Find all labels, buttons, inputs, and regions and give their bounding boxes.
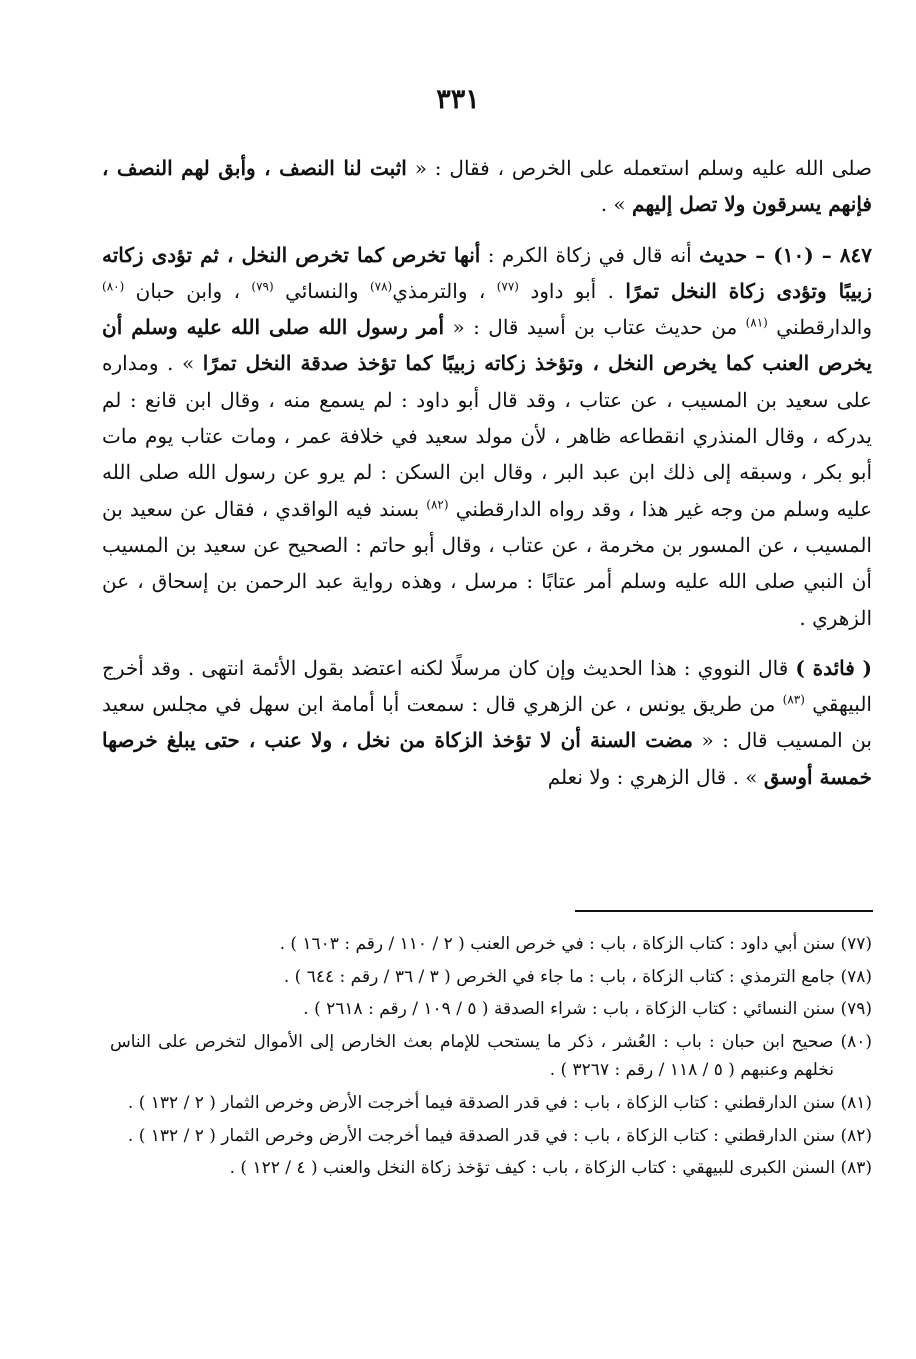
bold-text: ( فائدة ) bbox=[795, 655, 872, 680]
footnote-divider bbox=[575, 910, 873, 912]
footnote-80: (٨٠) صحيح ابن حبان : باب : العُشر ، ذكر ما يستحب للإمام بعث الخارص إلى الأموال لتخرص على الناس نخلهم وعنبهم ( ٥ / ١١٨ / رقم : ٣٢٦٧ ) . bbox=[110, 1031, 872, 1081]
benefit-paragraph bbox=[102, 650, 872, 795]
text-run: من طريق يونس ، عن الزهري قال : سمعت أبا أمامة ابن سهل في مجلس سعيد بن المسيب قال : « bbox=[102, 692, 872, 753]
footnote-reference: (٨٢) bbox=[426, 497, 449, 512]
footnote-77: (٧٧) سنن أبي داود : كتاب الزكاة ، باب : في خرص العنب ( ٢ / ١١٠ / رقم : ١٦٠٣ ) . bbox=[279, 934, 872, 954]
text-run: بسند فيه الواقدي ، فقال عن سعيد بن المسيب ، عن المسور بن مخرمة ، عن عتاب ، وقال أبو حاتم : الصحيح عن سعيد بن المسيب أن النبي صلى الله عليه وسلم أمر عتابًا : مرسل ، وهذه رواية عبد الرحمن بن إسحاق ، عن الزهري . bbox=[102, 496, 872, 630]
footnotes bbox=[110, 930, 872, 1187]
text-run: » . bbox=[600, 192, 633, 217]
main-text bbox=[102, 150, 872, 795]
text-run: » . قال الزهري : ولا نعلم bbox=[547, 764, 764, 789]
footnote-83: (٨٣) السنن الكبرى للبيهقي : كتاب الزكاة ، باب : كيف تؤخذ زكاة النخل والعنب ( ٤ / ١٢٢ ) . bbox=[229, 1158, 872, 1179]
text-run: . أبو داود bbox=[518, 278, 626, 303]
footnote-reference: (٧٧) bbox=[496, 279, 519, 294]
text-run: ، والترمذي bbox=[392, 278, 497, 303]
bold-text: اثبت لنا النصف ، وأبق لهم النصف ، فإنهم يسرقون ولا تصل إليهم bbox=[102, 156, 872, 217]
hadith-847-paragraph bbox=[102, 237, 872, 636]
footnote-79: (٧٩) سنن النسائي : كتاب الزكاة ، باب : شراء الصدقة ( ٥ / ١٠٩ / رقم : ٢٦١٨ ) . bbox=[303, 999, 872, 1020]
footnote-reference: (٨٣) bbox=[782, 692, 805, 707]
footnote-reference: (٧٨) bbox=[369, 279, 393, 294]
footnote-82: (٨٢) سنن الدارقطني : كتاب الزكاة ، باب : في قدر الصدقة فيما أخرجت الأرض وخرص الثمار ( ٢ / ١٣٢ ) . bbox=[127, 1125, 872, 1146]
text-run: قال النووي : هذا الحديث وإن كان مرسلًا لكنه اعتضد بقول الأئمة انتهى . وقد أخرج البيهقي bbox=[102, 655, 872, 717]
text-run: والدارقطني bbox=[767, 315, 872, 340]
text-run: من حديث عتاب بن أسيد قال : « bbox=[444, 315, 746, 340]
bold-text: أنها تخرص كما تخرص النخل ، ثم تؤدى زكاته زبيبًا وتؤدى زكاة النخل تمرًا bbox=[102, 242, 872, 303]
text-run: والنسائي bbox=[273, 278, 370, 303]
footnote-reference: (٨١) bbox=[745, 315, 768, 330]
bold-text: مضت السنة أن لا تؤخذ الزكاة من نخل ، ولا عنب ، حتى يبلغ خرصها خمسة أوسق bbox=[102, 728, 872, 789]
bold-text: أمر رسول الله صلى الله عليه وسلم أن يخرص العنب كما يخرص النخل ، وتؤخذ زكاته زبيبًا كما تؤخذ صدقة النخل تمرًا bbox=[102, 315, 873, 376]
paragraph-continuation bbox=[102, 150, 872, 223]
footnote-reference: (٧٩) bbox=[251, 279, 274, 294]
footnote-reference: (٨٠) bbox=[102, 279, 125, 294]
text-run: أنه قال في زكاة الكرم : bbox=[480, 242, 700, 267]
bold-text: ٨٤٧ – (١٠) – حديث bbox=[699, 242, 872, 267]
page-number: ٣٣١ bbox=[436, 84, 480, 115]
footnote-81: (٨١) سنن الدارقطني : كتاب الزكاة ، باب : في قدر الصدقة فيما أخرجت الأرض وخرص الثمار ( ٢ / ١٣٢ ) . bbox=[127, 1092, 872, 1113]
text-run: صلى الله عليه وسلم استعمله على الخرص ، فقال : « bbox=[406, 156, 872, 180]
text-run: ، وابن حبان bbox=[124, 278, 252, 303]
text-run: » . ومداره على سعيد بن المسيب ، عن عتاب ، وقد قال أبو داود : لم يسمع منه ، وقال ابن قانع : لم يدركه ، وقال المنذري انقطاعه ظاهر ، لأن مولد سعيد في خلافة عمر ، ومات عتاب يوم مات أبو بكر ، وسبقه إلى ذلك ابن عبد البر ، وقال ابن السكن : لم يرو عن رسول الله صلى الله عليه وسلم من وجه غير هذا ، وقد رواه الدارقطني bbox=[102, 351, 872, 521]
footnote-78: (٧٨) جامع الترمذي : كتاب الزكاة ، باب : ما جاء في الخرص ( ٣ / ٣٦ / رقم : ٦٤٤ ) . bbox=[283, 966, 872, 987]
